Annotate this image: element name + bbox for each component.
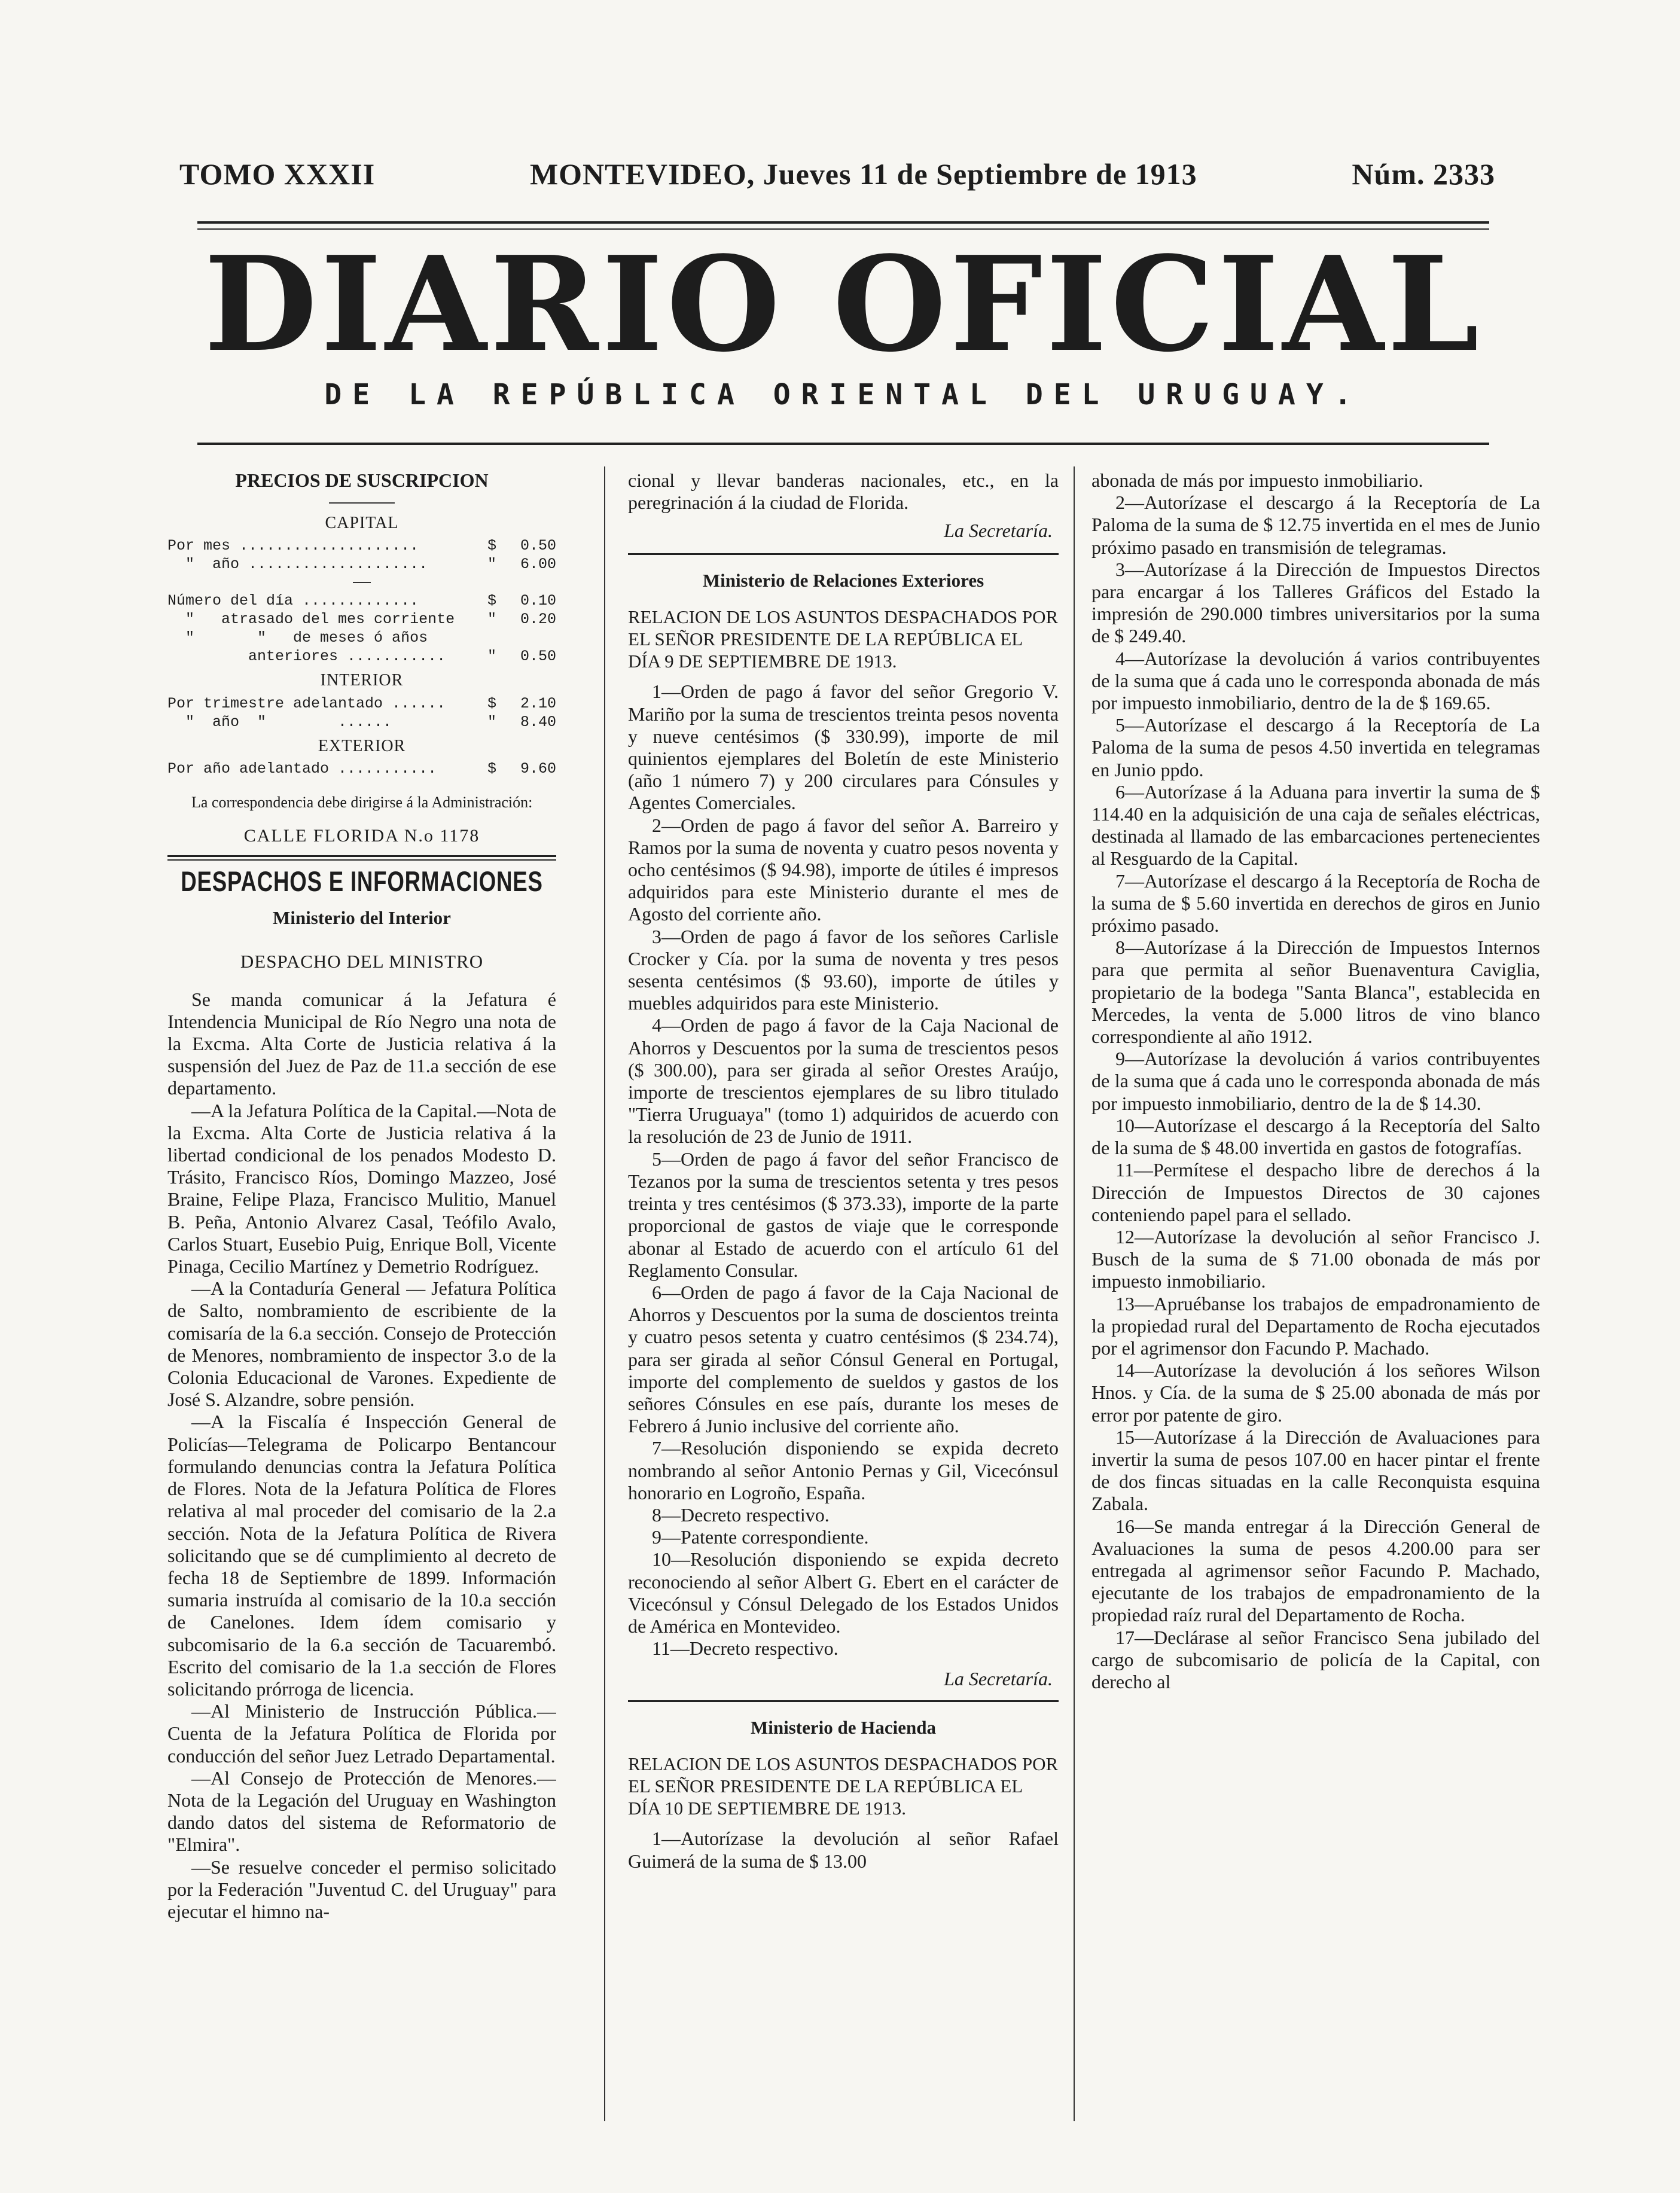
price-label: Por trimestre adelantado ...... [167,694,446,712]
issue-date: MONTEVIDEO, Jueves 11 de Septiembre de 1913 [529,157,1197,191]
item: 17—Declárase al señor Francisco Sena jubilado del cargo de subcomisario de policía de la Capital, con derecho al [1091,1626,1540,1692]
price-label: Por mes .................... [167,537,419,555]
column-divider-2 [1074,466,1075,2121]
item: 14—Autorízase la devolución á los señores Wilson Hnos. y Cía. de la suma de $ 25.00 abonada de más por error por patente de giro. [1091,1359,1540,1426]
price-row [167,647,556,666]
item: 5—Orden de pago á favor del señor Francisco de Tezanos por la suma de trescientos setenta y tres pesos treinta y tres centésimos ($ 373.33), importe de la parte proporcional de gastos de viaje que le corresponde abonar al Estado de acuerdo con el artículo 61 del Reglamento Consular. [628,1148,1059,1281]
item: 4—Autorízase la devolución á varios contribuyentes de la suma que á cada uno le corresponda abonada de más por impuesto inmobiliario, dentro de la de $ 169.65. [1091,647,1540,714]
item: abonada de más por impuesto inmobiliario. [1091,469,1423,491]
price-row [167,610,556,629]
price-currency: " [487,611,496,629]
item: 15—Autorízase á la Dirección de Avaluaciones para invertir la suma de pesos 107.00 en hacer pintar el frente de dos fincas situadas en la calle Reconquista esquina Zabala. [1091,1426,1540,1515]
price-label: anteriores ........... [167,648,446,666]
paragraph: —A la Jefatura Política de la Capital.—Nota de la Excma. Alta Corte de Justicia relativa á la libertad condicional de los penados Modesto D. Trásito, Francisco Ríos, Domingo Mazzeo, José Braine, Felipe Plaza, Francisco Mulitio, Manuel B. Peña, Antonio Alvarez Casal, Teófilo Avalo, Carlos Stuart, Eusebio Puig, Enrique Boll, Vicente Pinaga, Cecilio Martínez y Demetrio Rodríguez. [167,1099,556,1277]
subheading: DESPACHO DEL MINISTRO [240,951,484,972]
masthead-rule [197,443,1489,445]
item: 3—Autorízase á la Dirección de Impuestos Directos para encargar á los Talleres Gráficos del Estado la impresión de 290.000 timbres universitarios por la suma de $ 249.40. [1091,558,1540,647]
interior-label: INTERIOR [320,671,404,690]
price-label: " atrasado del mes corriente [167,611,455,629]
item: 10—Autorízase el descargo á la Receptoría del Salto de la suma de $ 48.00 invertida en gastos de fotografías. [1091,1114,1540,1159]
divider [167,859,556,861]
price-currency: " [487,713,496,731]
price-value: 0.20 [520,611,556,629]
ministry-heading: Ministerio de Relaciones Exteriores [702,569,984,591]
price-label: " " de meses ó años [167,629,428,647]
divider [628,553,1059,555]
administration-address: CALLE FLORIDA N.o 1178 [243,825,480,846]
item: 9—Autorízase la devolución á varios contribuyentes de la suma que á cada uno le corresponda abonada de más por impuesto inmobiliario, dentro de la de $ 14.30. [1091,1048,1540,1114]
price-row [167,713,556,731]
signature: La Secretaría. [944,1668,1053,1690]
price-row [167,629,556,647]
ministry-heading: Ministerio del Interior [273,907,451,929]
divider [628,1700,1059,1702]
paragraph: —Se resuelve conceder el permiso solicitado por la Federación "Juventud C. del Uruguay" para ejecutar el himno na- [167,1856,556,1922]
paragraph: cional y llevar banderas nacionales, etc., en la peregrinación á la ciudad de Florida. [628,469,1059,514]
item: 11—Permítese el despacho libre de derechos á la Dirección de Impuestos Directos de 30 cajones conteniendo papel para el sellado. [1091,1159,1540,1225]
paragraph: Se manda comunicar á la Jefatura é Intendencia Municipal de Río Negro una nota de la Excma. Alta Corte de Justicia relativa á la suspensión del Juez de Paz de 11.a sección de ese departamento. [167,988,556,1099]
column-divider-1 [604,466,605,2121]
price-currency [472,629,496,647]
price-row [167,591,556,610]
price-value: 6.00 [520,556,556,574]
correspondence-note: La correspondencia debe dirigirse á la Administración: [191,793,533,811]
capital-label: CAPITAL [325,514,399,533]
item: 2—Orden de pago á favor del señor A. Barreiro y Ramos por la suma de noventa y cuatro pesos noventa y ocho centésimos ($ 94.98), importe de útiles é impresos adquiridos para este Ministerio durante el mes de Agosto del corriente año. [628,814,1059,925]
item: 9—Patente correspondiente. [652,1526,869,1548]
paragraph: —Al Consejo de Protección de Menores.—Nota de la Legación del Uruguay en Washington dando datos del sistema de Reformatorio de "Elmira". [167,1767,556,1856]
price-currency: $ [487,592,496,610]
price-row [167,555,556,574]
paragraph: —A la Fiscalía é Inspección General de Policías—Telegrama de Policarpo Bentancour formulando denuncias contra la Jefatura Política de Flores. Nota de la Jefatura Política de Flores relativa al mal proceder del comisario de la 2.a sección. Nota de la Jefatura Política de Rivera solicitando que se dé cumplimiento al decreto de fecha 18 de Septiembre de 1899. Información sumaria instruída al comisario de la 10.a sección de Canelones. Idem ídem comisario y subcomisario de la 6.a sección de Tacuarembó. Escrito del comisario de la 1.a sección de Flores solicitando prórroga de licencia. [167,1411,556,1700]
item: 2—Autorízase el descargo á la Receptoría de La Paloma de la suma de $ 12.75 invertida en el mes de Junio próximo pasado en transmisión de telegramas. [1091,492,1540,558]
item: 6—Autorízase á la Aduana para invertir la suma de $ 114.40 en la adquisición de una caja de señales eléctricas, destinada al llamado de las embarcaciones pertenecientes al Resguardo de la Capital. [1091,780,1540,870]
price-currency: $ [487,537,496,555]
issue-number: Núm. 2333 [1352,157,1495,191]
price-currency: $ [487,694,496,712]
item: 12—Autorízase la devolución al señor Francisco J. Busch de la suma de $ 71.00 obonada de más por impuesto inmobiliario. [1091,1225,1540,1292]
price-value: 9.60 [520,760,556,777]
price-label: Por año adelantado ........... [167,760,437,777]
signature: La Secretaría. [944,520,1053,542]
issue-header-line [179,157,1495,191]
paragraph: —A la Contaduría General — Jefatura Política de Salto, nombramiento de escribiente de la comisaría de la 6.a sección. Consejo de Protección de Menores, nombramiento de inspector 3.o de la Colonia Educacional de Varones. Expediente de José S. Alzandre, sobre pensión. [167,1277,556,1411]
item: 4—Orden de pago á favor de la Caja Nacional de Ahorros y Descuentos por la suma de trescientos pesos ($ 300.00), para ser girada al señor Orestes Araújo, importe de trescientos ejemplares de su libro titulado "Tierra Uruguaya" (tomo 1) adquiridos de acuerdo con la resolución de 23 de Junio de 1911. [628,1014,1059,1148]
item: 16—Se manda entregar á la Dirección General de Avaluaciones la suma de pesos 4.200.00 para ser entregada al agrimensor señor Facundo P. Machado, ejecutante de los trabajos de empadronamiento de la propiedad raíz rural del Departamento de Rocha. [1091,1515,1540,1626]
ministry-heading: Ministerio de Hacienda [751,1716,936,1738]
divider [329,502,395,504]
exterior-label: EXTERIOR [318,736,406,755]
price-row [167,760,556,778]
divider [353,582,371,583]
price-label: " año " ...... [167,713,392,731]
item: 1—Autorízase la devolución al señor Rafael Guimerá de la suma de $ 13.00 [628,1828,1059,1872]
item: 3—Orden de pago á favor de los señores Carlisle Crocker y Cía. por la suma de noventa y tres pesos sesenta centésimos ($ 93.60), importe de útiles y muebles adquiridos para este Ministerio. [628,925,1059,1014]
masthead-title: DIARIO OFICIAL [204,228,1483,381]
item: 11—Decreto respectivo. [652,1637,839,1660]
price-label: " año .................... [167,556,428,574]
price-label: Número del día ............. [167,592,419,610]
item: 5—Autorízase el descargo á la Receptoría de La Paloma de la suma de pesos 4.50 invertida en telegramas en Junio ppdo. [1091,714,1540,780]
price-value: 0.10 [520,592,556,610]
volume-number: TOMO XXXII [179,157,376,191]
item: 7—Resolución disponiendo se expida decreto nombrando al señor Antonio Pernas y Gil, Vicecónsul honorario en Logroño, España. [628,1437,1059,1503]
item: 1—Orden de pago á favor del señor Gregorio V. Mariño por la suma de trescientos treinta pesos noventa y nueve centésimos ($ 330.99), importe de mil quinientos ejemplares del Boletín de este Ministerio (año 1 número 7) y 200 circulares para Cónsules y Agentes Comerciales. [628,681,1059,814]
column-1 [167,469,556,2115]
column-2 [628,469,1059,2115]
item: 10—Resolución disponiendo se expida decreto reconociendo al señor Albert G. Ebert en el carácter de Vicecónsul y Cónsul Delegado de los Estados Unidos de América en Montevideo. [628,1548,1059,1637]
item: 6—Orden de pago á favor de la Caja Nacional de Ahorros y Descuentos por la suma de doscientos treinta y cuatro pesos setenta y cuatro centésimos ($ 234.74), para ser girada al señor Cónsul General en Portugal, importe del complemento de sueldos y gastos de los señores Cónsules en ese país, durante los meses de Febrero á Junio inclusive del corriente año. [628,1281,1059,1437]
relation-heading: RELACION DE LOS ASUNTOS DESPACHADOS POR EL SEÑOR PRESIDENTE DE LA REPÚBLICA EL DÍA 10 DE SEPTIEMBRE DE 1913. [628,1753,1059,1819]
price-value: 8.40 [520,713,556,731]
price-row [167,536,556,555]
paragraph: —Al Ministerio de Instrucción Pública.—Cuenta de la Jefatura Política de Florida por conducción del señor Juez Letrado Departamental. [167,1700,556,1767]
column-3 [1091,469,1540,2115]
relation-heading: RELACION DE LOS ASUNTOS DESPACHADOS POR EL SEÑOR PRESIDENTE DE LA REPÚBLICA EL DÍA 9 DE SEPTIEMBRE DE 1913. [628,606,1059,672]
item: 13—Apruébanse los trabajos de empadronamiento de la propiedad rural del Departamento de Rocha ejecutados por el agrimensor don Facundo P. Machado. [1091,1292,1540,1359]
price-currency: $ [487,760,496,777]
item: 8—Autorízase á la Dirección de Impuestos Internos para que permita al señor Buenaventura Caviglia, propietario de la bodega "Santa Blanca", establecida en Mercedes, la venta de 5.000 litros de vino blanco correspondiente al año 1912. [1091,937,1540,1048]
price-value [496,629,556,647]
price-currency: " [487,556,496,574]
divider [167,855,556,857]
price-row [167,694,556,713]
price-currency: " [487,648,496,666]
item: 7—Autorízase el descargo á la Receptoría de Rocha de la suma de $ 5.60 invertida en derechos de giros en Junio próximo pasado. [1091,870,1540,937]
price-value: 0.50 [520,537,556,555]
subscription-prices-title: PRECIOS DE SUSCRIPCION [235,469,489,491]
price-value: 2.10 [520,694,556,712]
item: 8—Decreto respectivo. [652,1503,830,1526]
price-value: 0.50 [520,648,556,666]
masthead-subtitle: DE LA REPÚBLICA ORIENTAL DEL URUGUAY. [324,378,1362,411]
section-title: DESPACHOS E INFORMACIONES [181,865,543,898]
